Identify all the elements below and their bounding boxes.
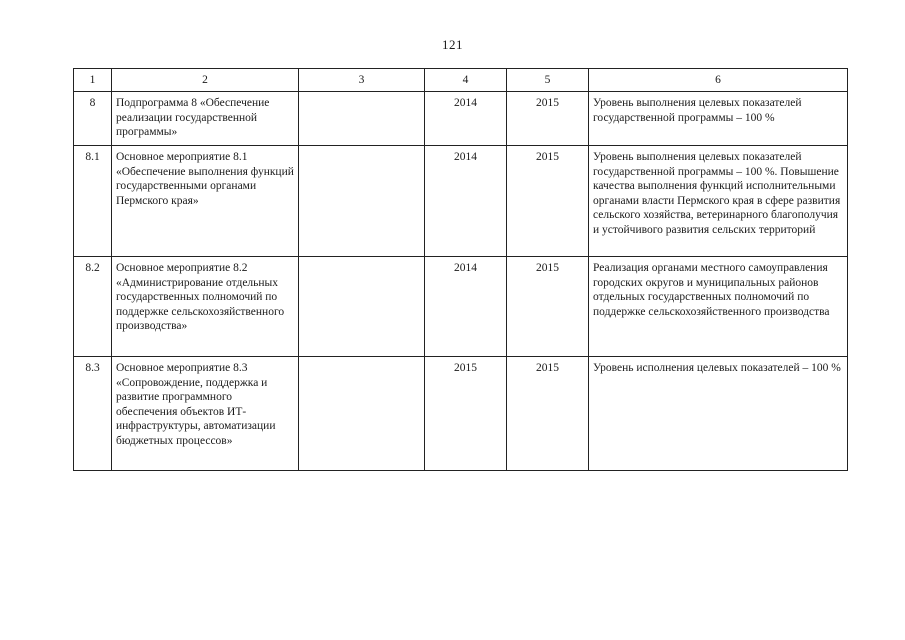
end-year: 2015 [507,146,589,257]
column-header-6: 6 [589,69,848,92]
activity-name: Основное мероприятие 8.1 «Обеспечение выполнения функций государственными органами Пермского края» [112,146,299,257]
start-year: 2015 [425,357,507,471]
program-table [73,68,848,471]
column-header-5: 5 [507,69,589,92]
table-row [74,357,848,471]
expected-result: Реализация органами местного самоуправления городских округов и муниципальных районов отдельных государственных полномочий по поддержке сельскохозяйственного производства [589,257,848,357]
row-number: 8 [74,92,112,146]
start-year: 2014 [425,146,507,257]
table-header-row [74,69,848,92]
column-header-3: 3 [299,69,425,92]
activity-name: Подпрограмма 8 «Обеспечение реализации государственной программы» [112,92,299,146]
column-header-1: 1 [74,69,112,92]
page-number: 121 [442,37,463,52]
start-year: 2014 [425,257,507,357]
expected-result: Уровень исполнения целевых показателей – 100 % [589,357,848,471]
end-year: 2015 [507,357,589,471]
row-number: 8.1 [74,146,112,257]
executor-cell [299,146,425,257]
expected-result: Уровень выполнения целевых показателей государственной программы – 100 % [589,92,848,146]
expected-result: Уровень выполнения целевых показателей государственной программы – 100 %. Повышение качества выполнения функций исполнительными органами власти Пермского края в сфере развития сельского хозяйства, ветеринарного благополучия и устойчивого развития сельских территорий [589,146,848,257]
executor-cell [299,357,425,471]
executor-cell [299,257,425,357]
table-row [74,257,848,357]
activity-name: Основное мероприятие 8.3 «Сопровождение, поддержка и развитие программного обеспечения объектов ИТ-инфраструктуры, автоматизации бюджетных процессов» [112,357,299,471]
end-year: 2015 [507,257,589,357]
column-header-4: 4 [425,69,507,92]
table-row [74,146,848,257]
row-number: 8.2 [74,257,112,357]
activity-name: Основное мероприятие 8.2 «Администрирование отдельных государственных полномочий по поддержке сельскохозяйственного производства» [112,257,299,357]
executor-cell [299,92,425,146]
column-header-2: 2 [112,69,299,92]
start-year: 2014 [425,92,507,146]
end-year: 2015 [507,92,589,146]
row-number: 8.3 [74,357,112,471]
table-row [74,92,848,146]
